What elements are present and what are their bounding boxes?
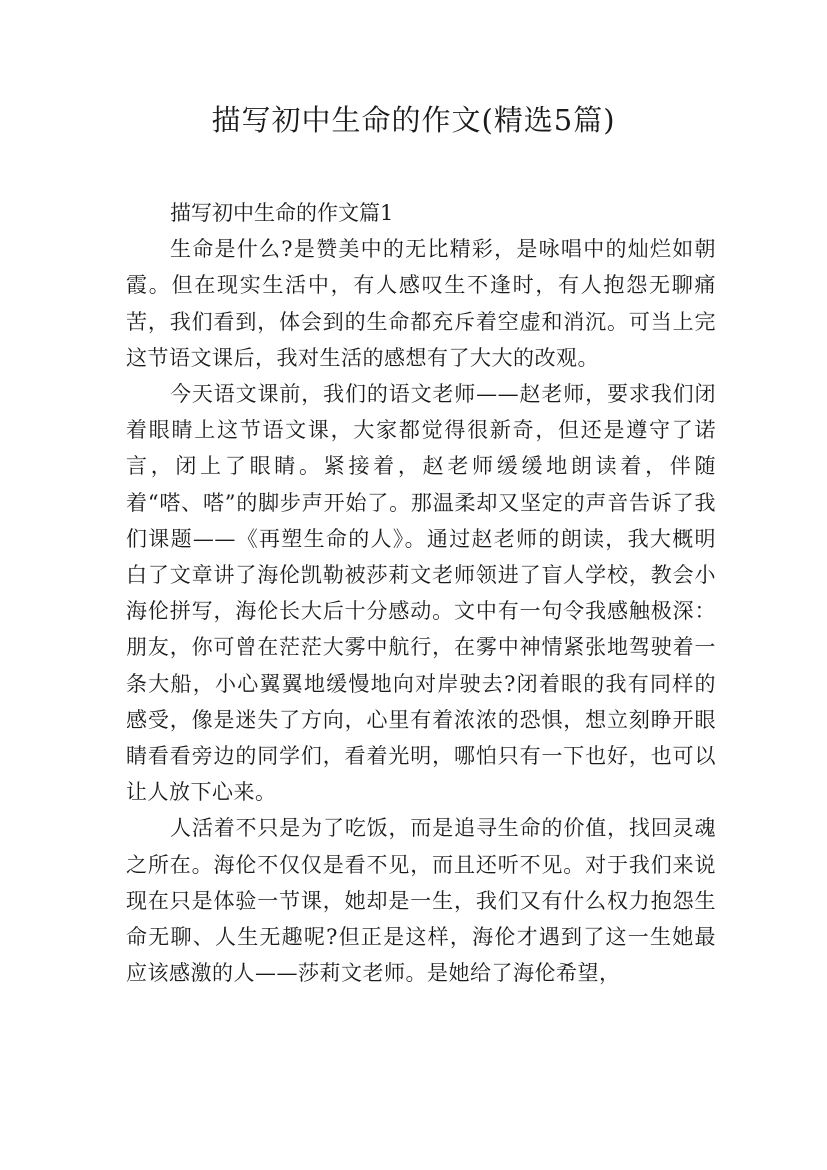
document-body: [126, 195, 716, 991]
document-title: 描写初中生命的作文(精选5篇): [211, 103, 616, 137]
section-heading: 描写初中生命的作文篇1: [170, 201, 394, 225]
paragraph-3: 人活着不只是为了吃饭，而是追寻生命的价值，找回灵魂之所在。海伦不仅仅是看不见，而且还听不见。对于我们来说现在只是体验一节课，她却是一生，我们又有什么权力抱怨生命无聊、人生无趣呢?但正是这样，海伦才遇到了这一生她最应该感激的人——莎莉文老师。是她给了海伦希望，: [126, 816, 716, 986]
paragraph-2: 今天语文课前，我们的语文老师——赵老师，要求我们闭着眼睛上这节语文课，大家都觉得很新奇，但还是遵守了诺言，闭上了眼睛。紧接着，赵老师缓缓地朗读着，伴随着“嗒、嗒”的脚步声开始了。那温柔却又坚定的声音告诉了我们课题——《再塑生命的人》。通过赵老师的朗读，我大概明白了文章讲了海伦凯勒被莎莉文老师领进了盲人学校，教会小海伦拼写，海伦长大后十分感动。文中有一句令我感触极深：朋友，你可曾在茫茫大雾中航行，在雾中神情紧张地驾驶着一条大船，小心翼翼地缓慢地向对岸驶去?闭着眼的我有同样的感受，像是迷失了方向，心里有着浓浓的恐惧，想立刻睁开眼睛看看旁边的同学们，看着光明，哪怕只有一下也好，也可以让人放下心来。: [126, 382, 716, 805]
paragraph-1: 生命是什么?是赞美中的无比精彩，是咏唱中的灿烂如朝霞。但在现实生活中，有人感叹生不逢时，有人抱怨无聊痛苦，我们看到，体会到的生命都充斥着空虚和消沉。可当上完这节语文课后，我对生活的感想有了大大的改观。: [126, 237, 716, 370]
